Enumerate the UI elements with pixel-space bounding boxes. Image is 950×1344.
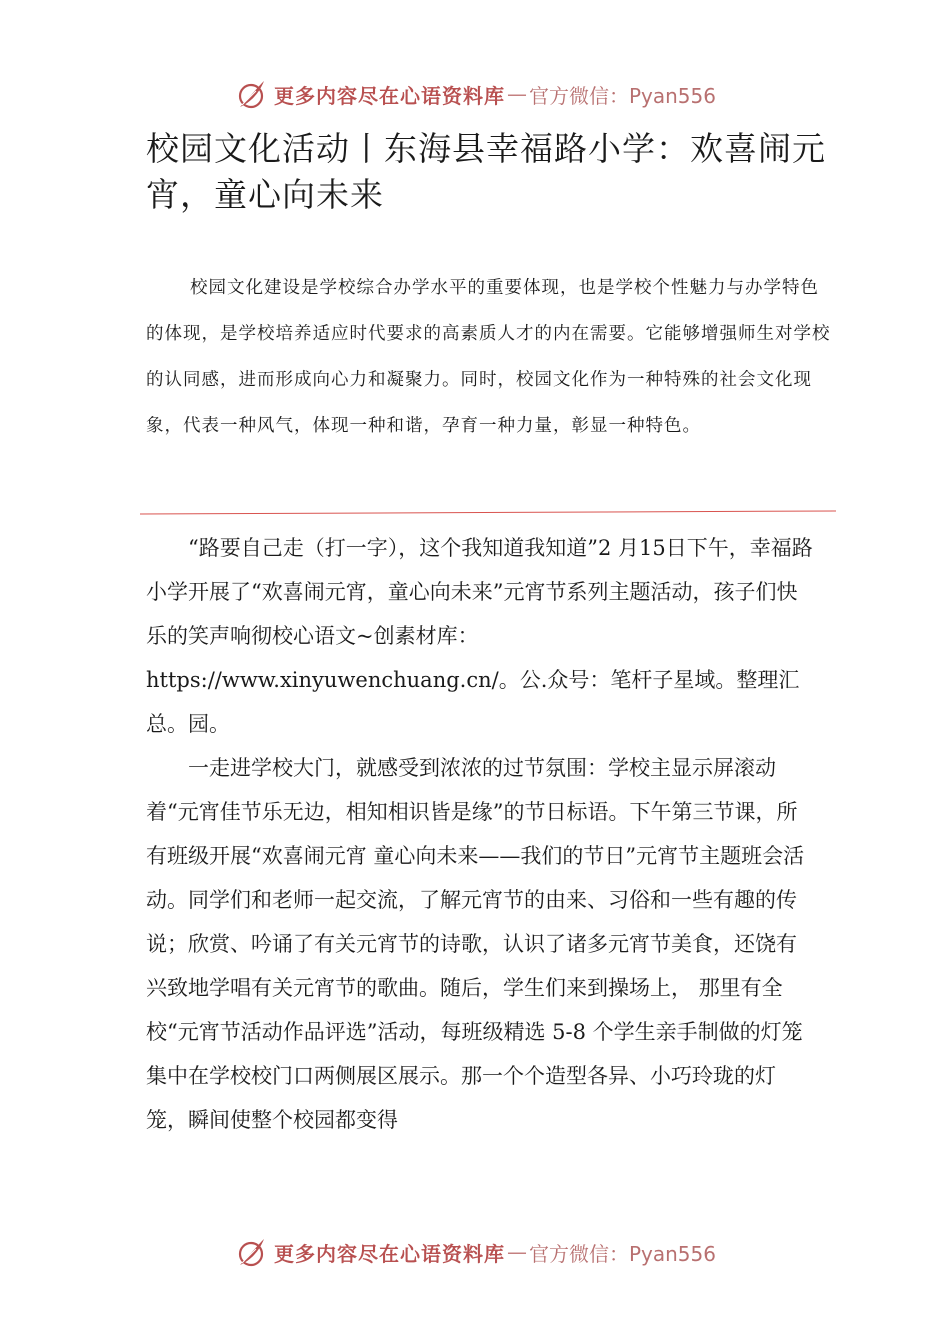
intro-text: 校园文化建设是学校综合办学水平的重要体现，也是学校个性魅力与办学特色的体现，是学校培养适应时代要求的高素质人才的内在需要。它能够增强师生对学校的认同感，进而形成向心力和凝聚力。同时，校园文化作为一种特殊的社会文化现象，代表一种风气，体现一种和谐，孕育一种力量，彰显一种特色。 <box>146 278 831 436</box>
banner-text: 更多内容尽在心语资料库 <box>273 83 505 108</box>
body-paragraph: “路要自己走（打一字），这个我知道我知道”2 月15日下午，幸福路小学开展了“欢喜闹元宵，童心向未来”元宵节系列主题活动，孩子们快乐的笑声响彻校心语文~创素材库：https://www.xinyuwenchuang.cn/。公.众号：笔杆子星域。整理汇总。园。 <box>146 536 813 736</box>
feather-quill-icon <box>234 1235 268 1269</box>
footer-banner <box>0 1232 950 1272</box>
body-paragraph: 一走进学校大门，就感受到浓浓的过节氛围：学校主显示屏滚动着“元宵佳节乐无边，相知相识皆是缘”的节日标语。下午第三节课，所有班级开展“欢喜闹元宵 童心向未来——我们的节日”元宵节主题班会活动。同学们和老师一起交流，了解元宵节的由来、习俗和一些有趣的传说；欣赏、吟诵了有关元宵节的诗歌，认识了诸多元宵节美食，还饶有兴致地学唱有关元宵节的歌曲。随后，学生们来到操场上， 那里有全校“元宵节活动作品评选”活动，每班级精选 5-8 个学生亲手制做的灯笼集中在学校校门口两侧展区展示。那一个个造型各异、小巧玲珑的灯笼，瞬间使整个校园都变得 <box>146 756 805 1132</box>
page-title: 校园文化活动丨东海县幸福路小学：欢喜闹元宵，童心向未来 <box>146 129 826 214</box>
banner-separator: — <box>506 1240 527 1264</box>
intro-paragraph <box>146 265 836 449</box>
banner-separator: — <box>506 82 527 106</box>
article-body <box>146 526 816 1142</box>
section-divider <box>140 510 836 514</box>
header-banner <box>0 74 950 114</box>
banner-text: 更多内容尽在心语资料库 <box>273 1241 505 1266</box>
banner-contact: 官方微信：Pyan556 <box>528 83 716 108</box>
feather-quill-icon <box>234 77 268 111</box>
banner-contact: 官方微信：Pyan556 <box>528 1241 716 1266</box>
